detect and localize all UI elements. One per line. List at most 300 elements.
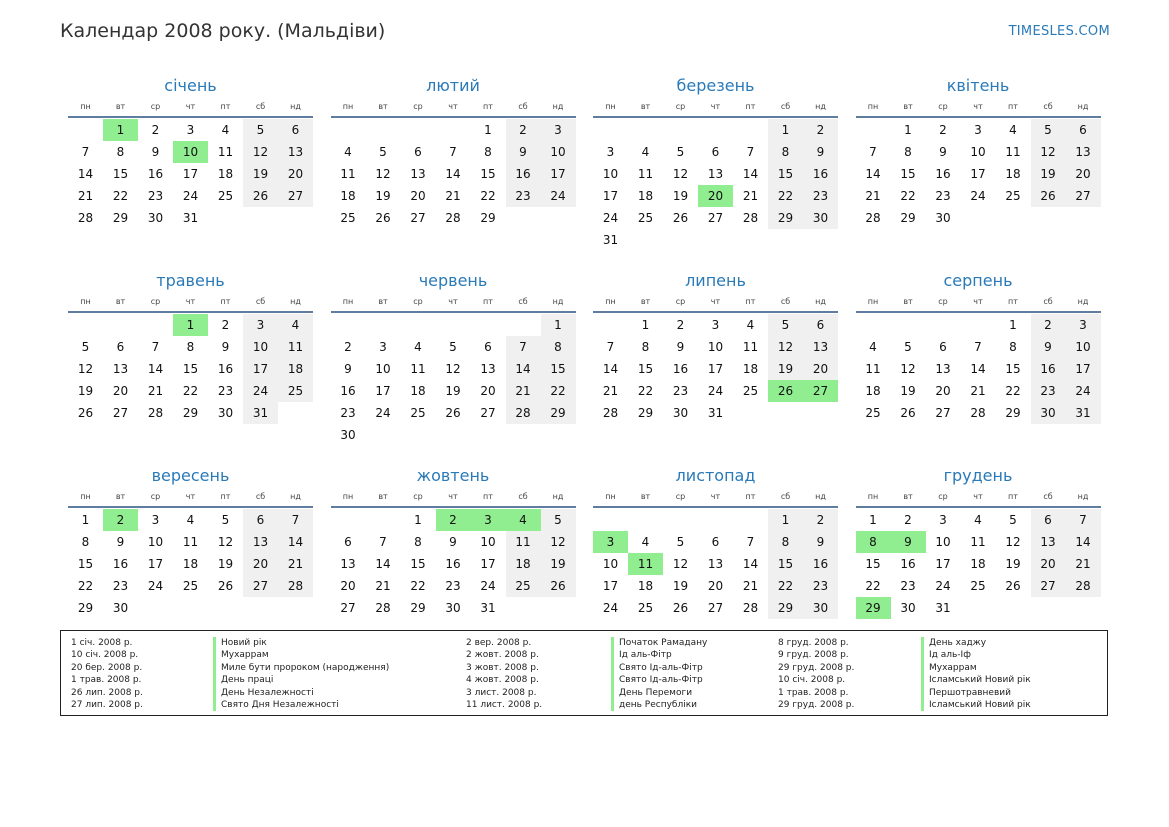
day-cell: 20 bbox=[935, 384, 951, 398]
day-cell: 3 bbox=[541, 119, 576, 141]
holiday-date: 2 вер. 2008 р. bbox=[466, 638, 532, 648]
day-cell: 11 bbox=[506, 531, 541, 553]
day-cell: 13 bbox=[707, 167, 724, 181]
day-cell: 9 bbox=[1031, 336, 1066, 358]
day-cell: 25 bbox=[340, 211, 356, 225]
holiday-name: Свято Дня Незалежності bbox=[221, 699, 339, 710]
day-cell: 27 bbox=[707, 211, 724, 225]
weekday-label: вт bbox=[640, 297, 651, 306]
site-link[interactable]: TIMESLES.COM bbox=[1008, 24, 1110, 39]
empty-cell bbox=[593, 314, 628, 336]
day-cell: 23 bbox=[935, 189, 951, 203]
day-cell: 28 bbox=[506, 402, 541, 424]
day-cell: 5 bbox=[768, 314, 803, 336]
day-cell: 16 bbox=[935, 167, 951, 181]
day-cell: 3 bbox=[151, 513, 160, 527]
day-cell: 15 bbox=[182, 362, 199, 376]
weekday-label: чт bbox=[185, 102, 196, 111]
day-cell: 4 bbox=[278, 314, 313, 336]
day-cell: 7 bbox=[974, 340, 982, 354]
day-cell: 3 bbox=[1066, 314, 1101, 336]
day-cell: 20 bbox=[480, 384, 496, 398]
holiday-day-cell: 3 bbox=[471, 509, 506, 531]
weekday-label: ср bbox=[150, 102, 161, 111]
empty-cell bbox=[68, 119, 103, 141]
day-cell: 17 bbox=[480, 557, 496, 571]
day-cell: 6 bbox=[484, 340, 492, 354]
weekday-label: чт bbox=[710, 297, 721, 306]
day-cell: 14 bbox=[506, 358, 541, 380]
weekday-label: сб bbox=[1043, 492, 1053, 501]
month-5 bbox=[68, 270, 313, 424]
day-cell: 25 bbox=[637, 211, 654, 225]
day-cell: 10 bbox=[707, 340, 724, 354]
day-cell: 19 bbox=[445, 384, 461, 398]
holiday-day-cell: 29 bbox=[856, 597, 891, 619]
day-cell: 8 bbox=[768, 531, 803, 553]
holiday-name: День Перемоги bbox=[619, 687, 693, 698]
day-cell: 3 bbox=[711, 318, 720, 332]
day-cell: 7 bbox=[606, 340, 615, 354]
day-cell: 7 bbox=[746, 535, 755, 549]
weekday-header bbox=[331, 492, 576, 508]
day-cell: 12 bbox=[375, 167, 391, 181]
day-cell: 24 bbox=[375, 406, 391, 420]
day-cell: 22 bbox=[768, 185, 803, 207]
day-cell: 27 bbox=[340, 601, 356, 615]
day-cell: 16 bbox=[672, 362, 689, 376]
day-cell: 10 bbox=[935, 535, 951, 549]
day-cell: 11 bbox=[1005, 145, 1021, 159]
day-cell: 19 bbox=[672, 579, 689, 593]
day-cell: 8 bbox=[186, 340, 195, 354]
day-cell: 18 bbox=[182, 557, 199, 571]
day-cell: 6 bbox=[1031, 509, 1066, 531]
holiday-name: Ід аль-Іф bbox=[929, 650, 971, 661]
empty-cell bbox=[663, 119, 698, 141]
days-grid bbox=[331, 314, 576, 446]
empty-cell bbox=[593, 509, 628, 531]
month-6 bbox=[331, 270, 576, 446]
day-cell: 21 bbox=[375, 579, 391, 593]
day-cell: 18 bbox=[506, 553, 541, 575]
weekday-label: пт bbox=[483, 102, 493, 111]
holiday-name: Ісламський Новий рік bbox=[929, 675, 1031, 686]
weekday-header bbox=[593, 297, 838, 313]
weekday-label: сб bbox=[255, 492, 266, 501]
holiday-day-cell: 20 bbox=[698, 185, 733, 207]
month-8 bbox=[856, 270, 1101, 424]
day-cell: 5 bbox=[904, 340, 912, 354]
day-cell: 19 bbox=[1005, 557, 1021, 571]
day-cell: 23 bbox=[147, 189, 164, 203]
day-cell: 24 bbox=[707, 384, 724, 398]
day-cell: 29 bbox=[637, 406, 654, 420]
month-name: вересень bbox=[151, 466, 230, 485]
day-cell: 7 bbox=[449, 145, 457, 159]
month-name: серпень bbox=[943, 271, 1013, 290]
holiday-day-cell: 4 bbox=[506, 509, 541, 531]
day-cell: 18 bbox=[742, 362, 759, 376]
holiday-date: 3 лист. 2008 р. bbox=[466, 687, 537, 698]
weekday-label: сб bbox=[780, 492, 791, 501]
day-cell: 20 bbox=[1066, 163, 1101, 185]
day-cell: 20 bbox=[340, 579, 356, 593]
day-cell: 28 bbox=[970, 406, 986, 420]
day-cell: 4 bbox=[974, 513, 982, 527]
day-cell: 4 bbox=[869, 340, 877, 354]
day-cell: 17 bbox=[375, 384, 391, 398]
day-cell: 16 bbox=[900, 557, 916, 571]
weekday-label: ср bbox=[938, 492, 948, 501]
month-name: липень bbox=[685, 271, 746, 290]
weekday-label: нд bbox=[815, 492, 826, 501]
day-cell: 23 bbox=[112, 579, 129, 593]
holiday-name: Початок Рамадану bbox=[619, 638, 708, 648]
day-cell: 25 bbox=[410, 406, 426, 420]
day-cell: 11 bbox=[742, 340, 759, 354]
day-cell: 13 bbox=[1031, 531, 1066, 553]
empty-cell bbox=[331, 314, 366, 336]
day-cell: 20 bbox=[707, 579, 724, 593]
day-cell: 6 bbox=[1066, 119, 1101, 141]
day-cell: 2 bbox=[904, 513, 912, 527]
day-cell: 30 bbox=[340, 428, 356, 442]
day-cell: 11 bbox=[217, 145, 234, 159]
day-cell: 31 bbox=[182, 211, 199, 225]
day-cell: 18 bbox=[1005, 167, 1021, 181]
day-cell: 4 bbox=[746, 318, 755, 332]
days-grid bbox=[593, 509, 838, 619]
day-cell: 11 bbox=[340, 167, 356, 181]
legend-dates-column bbox=[466, 637, 542, 711]
day-cell: 30 bbox=[803, 597, 838, 619]
day-cell: 16 bbox=[217, 362, 234, 376]
weekday-label: вт bbox=[115, 297, 126, 306]
empty-cell bbox=[366, 314, 401, 336]
weekday-label: пн bbox=[867, 492, 879, 501]
day-cell: 12 bbox=[541, 531, 576, 553]
day-cell: 5 bbox=[541, 509, 576, 531]
day-cell: 6 bbox=[803, 314, 838, 336]
day-cell: 6 bbox=[711, 145, 720, 159]
weekday-label: сб bbox=[518, 102, 528, 111]
day-cell: 15 bbox=[112, 167, 129, 181]
day-cell: 29 bbox=[480, 211, 496, 225]
day-cell: 9 bbox=[449, 535, 457, 549]
day-cell: 23 bbox=[217, 384, 234, 398]
empty-cell bbox=[436, 119, 471, 141]
day-cell: 19 bbox=[1031, 163, 1066, 185]
weekday-label: вт bbox=[378, 102, 388, 111]
day-cell: 18 bbox=[637, 189, 654, 203]
empty-cell bbox=[593, 119, 628, 141]
weekday-label: нд bbox=[552, 297, 564, 306]
weekday-label: пн bbox=[342, 102, 354, 111]
holiday-name: Першотравневий bbox=[929, 687, 1011, 698]
day-cell: 23 bbox=[506, 185, 541, 207]
weekday-label: чт bbox=[448, 102, 458, 111]
day-cell: 12 bbox=[1005, 535, 1021, 549]
day-cell: 15 bbox=[541, 358, 576, 380]
day-cell: 23 bbox=[803, 185, 838, 207]
day-cell: 9 bbox=[221, 340, 230, 354]
day-cell: 31 bbox=[602, 233, 619, 247]
day-cell: 1 bbox=[541, 314, 576, 336]
month-10 bbox=[331, 465, 576, 619]
day-cell: 26 bbox=[77, 406, 94, 420]
weekday-label: чт bbox=[973, 297, 983, 306]
day-cell: 3 bbox=[939, 513, 947, 527]
weekday-label: нд bbox=[815, 102, 826, 111]
month-11 bbox=[593, 465, 838, 619]
holiday-date: 27 лип. 2008 р. bbox=[71, 699, 143, 710]
day-cell: 14 bbox=[742, 167, 759, 181]
day-cell: 28 bbox=[278, 575, 313, 597]
empty-cell bbox=[856, 314, 891, 336]
day-cell: 29 bbox=[1005, 406, 1021, 420]
days-grid bbox=[331, 509, 576, 619]
legend-names-column bbox=[921, 637, 1031, 711]
day-cell: 27 bbox=[1031, 575, 1066, 597]
weekday-label: нд bbox=[1077, 102, 1089, 111]
day-cell: 27 bbox=[1066, 185, 1101, 207]
day-cell: 7 bbox=[151, 340, 160, 354]
day-cell: 3 bbox=[606, 145, 615, 159]
day-cell: 23 bbox=[803, 575, 838, 597]
month-7 bbox=[593, 270, 838, 424]
holiday-name: Ід аль-Фітр bbox=[619, 650, 672, 661]
day-cell: 14 bbox=[278, 531, 313, 553]
weekday-label: ср bbox=[675, 102, 686, 111]
day-cell: 1 bbox=[414, 513, 422, 527]
day-cell: 27 bbox=[480, 406, 496, 420]
days-grid bbox=[68, 509, 313, 619]
day-cell: 26 bbox=[672, 211, 689, 225]
weekday-label: пн bbox=[80, 102, 91, 111]
day-cell: 18 bbox=[278, 358, 313, 380]
weekday-label: сб bbox=[518, 297, 528, 306]
weekday-label: ср bbox=[150, 492, 161, 501]
day-cell: 20 bbox=[243, 553, 278, 575]
day-cell: 31 bbox=[707, 406, 724, 420]
day-cell: 9 bbox=[151, 145, 160, 159]
day-cell: 3 bbox=[974, 123, 982, 137]
weekday-label: сб bbox=[780, 297, 791, 306]
holiday-name: Миле бути пророком (народження) bbox=[221, 662, 390, 673]
day-cell: 7 bbox=[379, 535, 387, 549]
day-cell: 20 bbox=[1031, 553, 1066, 575]
day-cell: 13 bbox=[243, 531, 278, 553]
holiday-date: 2 жовт. 2008 р. bbox=[466, 650, 539, 661]
day-cell: 14 bbox=[970, 362, 986, 376]
day-cell: 8 bbox=[116, 145, 125, 159]
day-cell: 11 bbox=[865, 362, 881, 376]
holiday-day-cell: 27 bbox=[803, 380, 838, 402]
day-cell: 31 bbox=[935, 601, 951, 615]
day-cell: 24 bbox=[480, 579, 496, 593]
day-cell: 13 bbox=[803, 336, 838, 358]
day-cell: 22 bbox=[637, 384, 654, 398]
day-cell: 22 bbox=[480, 189, 496, 203]
weekday-label: пт bbox=[745, 102, 756, 111]
day-cell: 19 bbox=[217, 557, 234, 571]
day-cell: 24 bbox=[182, 189, 199, 203]
day-cell: 25 bbox=[506, 575, 541, 597]
weekday-label: ср bbox=[413, 102, 423, 111]
weekday-label: нд bbox=[290, 102, 301, 111]
holiday-name: День праці bbox=[221, 675, 274, 686]
legend-names-column bbox=[213, 637, 389, 711]
day-cell: 5 bbox=[1009, 513, 1017, 527]
weekday-label: вт bbox=[378, 492, 388, 501]
weekday-label: нд bbox=[290, 297, 301, 306]
day-cell: 6 bbox=[414, 145, 422, 159]
empty-cell bbox=[733, 119, 768, 141]
day-cell: 9 bbox=[803, 141, 838, 163]
day-cell: 15 bbox=[768, 553, 803, 575]
day-cell: 26 bbox=[217, 579, 234, 593]
day-cell: 12 bbox=[445, 362, 461, 376]
day-cell: 22 bbox=[541, 380, 576, 402]
day-cell: 5 bbox=[449, 340, 457, 354]
weekday-label: сб bbox=[1043, 297, 1053, 306]
weekday-label: сб bbox=[518, 492, 528, 501]
day-cell: 26 bbox=[445, 406, 461, 420]
day-cell: 26 bbox=[900, 406, 916, 420]
empty-cell bbox=[856, 119, 891, 141]
weekday-label: ср bbox=[413, 492, 423, 501]
day-cell: 8 bbox=[1009, 340, 1017, 354]
day-cell: 2 bbox=[1031, 314, 1066, 336]
holiday-date: 8 груд. 2008 р. bbox=[778, 638, 849, 648]
day-cell: 13 bbox=[707, 557, 724, 571]
day-cell: 10 bbox=[602, 557, 619, 571]
day-cell: 31 bbox=[1066, 402, 1101, 424]
day-cell: 9 bbox=[676, 340, 685, 354]
empty-cell bbox=[698, 509, 733, 531]
weekday-label: пт bbox=[220, 102, 231, 111]
holiday-date: 3 жовт. 2008 р. bbox=[466, 662, 539, 673]
day-cell: 1 bbox=[869, 513, 877, 527]
weekday-label: чт bbox=[710, 102, 721, 111]
weekday-label: чт bbox=[448, 297, 458, 306]
month-name: січень bbox=[164, 76, 217, 95]
day-cell: 1 bbox=[641, 318, 650, 332]
empty-cell bbox=[138, 314, 173, 336]
empty-cell bbox=[698, 119, 733, 141]
weekday-label: вт bbox=[903, 297, 913, 306]
day-cell: 30 bbox=[672, 406, 689, 420]
day-cell: 8 bbox=[641, 340, 650, 354]
day-cell: 22 bbox=[865, 579, 881, 593]
day-cell: 26 bbox=[1031, 185, 1066, 207]
day-cell: 28 bbox=[375, 601, 391, 615]
weekday-header bbox=[593, 102, 838, 118]
day-cell: 22 bbox=[768, 575, 803, 597]
day-cell: 23 bbox=[672, 384, 689, 398]
day-cell: 21 bbox=[742, 189, 759, 203]
weekday-header bbox=[856, 492, 1101, 508]
weekday-label: ср bbox=[150, 297, 161, 306]
holiday-name: День Незалежності bbox=[221, 687, 314, 698]
day-cell: 29 bbox=[112, 211, 129, 225]
day-cell: 8 bbox=[414, 535, 422, 549]
day-cell: 13 bbox=[278, 141, 313, 163]
weekday-label: вт bbox=[115, 102, 126, 111]
month-9 bbox=[68, 465, 313, 619]
day-cell: 14 bbox=[742, 557, 759, 571]
weekday-label: пн bbox=[867, 297, 879, 306]
weekday-header bbox=[856, 102, 1101, 118]
day-cell: 28 bbox=[742, 211, 759, 225]
weekday-label: пн bbox=[80, 492, 91, 501]
day-cell: 1 bbox=[81, 513, 90, 527]
day-cell: 22 bbox=[112, 189, 129, 203]
day-cell: 16 bbox=[803, 553, 838, 575]
empty-cell bbox=[506, 314, 541, 336]
day-cell: 28 bbox=[602, 406, 619, 420]
day-cell: 15 bbox=[410, 557, 426, 571]
day-cell: 2 bbox=[803, 509, 838, 531]
day-cell: 27 bbox=[278, 185, 313, 207]
day-cell: 18 bbox=[410, 384, 426, 398]
day-cell: 24 bbox=[147, 579, 164, 593]
weekday-label: сб bbox=[1043, 102, 1053, 111]
holiday-date: 1 трав. 2008 р. bbox=[778, 687, 849, 698]
holiday-name: Новий рік bbox=[221, 638, 267, 648]
weekday-label: вт bbox=[378, 297, 388, 306]
weekday-label: вт bbox=[115, 492, 126, 501]
day-cell: 20 bbox=[112, 384, 129, 398]
day-cell: 15 bbox=[768, 163, 803, 185]
day-cell: 20 bbox=[278, 163, 313, 185]
holiday-date: 1 трав. 2008 р. bbox=[71, 675, 142, 686]
holiday-date: 20 бер. 2008 р. bbox=[71, 662, 143, 673]
holiday-day-cell: 9 bbox=[891, 531, 926, 553]
month-name: березень bbox=[676, 76, 755, 95]
weekday-label: сб bbox=[255, 297, 266, 306]
day-cell: 31 bbox=[243, 402, 278, 424]
day-cell: 11 bbox=[182, 535, 199, 549]
day-cell: 12 bbox=[1031, 141, 1066, 163]
day-cell: 13 bbox=[1066, 141, 1101, 163]
month-name: квітень bbox=[946, 76, 1010, 95]
day-cell: 11 bbox=[410, 362, 426, 376]
day-cell: 30 bbox=[803, 207, 838, 229]
day-cell: 2 bbox=[803, 119, 838, 141]
empty-cell bbox=[628, 509, 663, 531]
days-grid bbox=[593, 314, 838, 424]
day-cell: 18 bbox=[217, 167, 234, 181]
day-cell: 24 bbox=[541, 185, 576, 207]
weekday-label: пт bbox=[483, 492, 493, 501]
weekday-label: вт bbox=[903, 492, 913, 501]
day-cell: 8 bbox=[541, 336, 576, 358]
day-cell: 2 bbox=[676, 318, 685, 332]
day-cell: 10 bbox=[480, 535, 496, 549]
weekday-label: сб bbox=[255, 102, 266, 111]
weekday-header bbox=[68, 102, 313, 118]
day-cell: 13 bbox=[340, 557, 356, 571]
holiday-day-cell: 10 bbox=[173, 141, 208, 163]
day-cell: 2 bbox=[506, 119, 541, 141]
day-cell: 24 bbox=[602, 601, 619, 615]
day-cell: 19 bbox=[768, 358, 803, 380]
weekday-label: вт bbox=[903, 102, 913, 111]
day-cell: 28 bbox=[147, 406, 164, 420]
legend-names-column bbox=[611, 637, 707, 711]
